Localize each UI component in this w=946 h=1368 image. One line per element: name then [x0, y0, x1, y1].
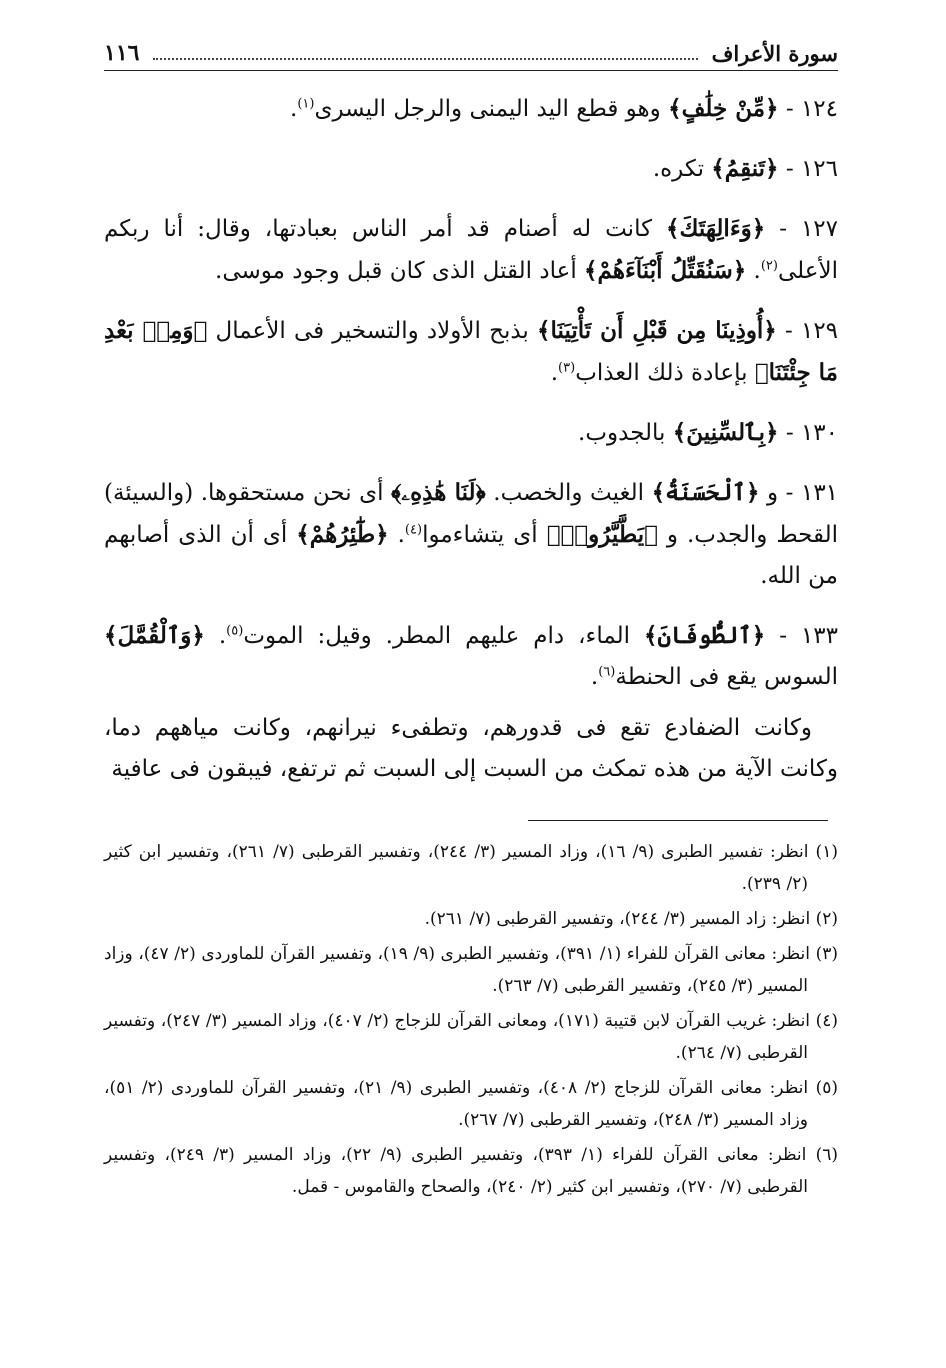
explanation: وهو قطع اليد اليمنى والرجل اليسرى — [314, 96, 661, 122]
footnote-5: (٥) انظر: معانى القرآن للزجاج (٢/ ٤٠٨)، وتفسير الطبرى (٩/ ٢١)، وتفسير القرآن للماوردى (٢/ ٥١)، وزاد المسير (٣/ ٢٤٨)، وتفسير القرطبى (٧/ ٢٦٧). — [104, 1078, 839, 1130]
footnote-ref: (١) — [297, 96, 315, 112]
quran-quote: ﴿أُوذِينَا مِن قَبْلِ أَن تَأْتِيَنَا﴾ — [537, 317, 777, 344]
page-number: ١١٦ — [104, 40, 140, 66]
footnote-2: (٢) انظر: زاد المسير (٣/ ٢٤٤)، وتفسير القرطبى (٧/ ٢٦١). — [424, 909, 838, 929]
quran-quote: ﴿تَنقِمُ﴾ — [711, 155, 779, 182]
explanation: أى أن الذى أصابهم من الله. — [104, 522, 838, 589]
entry-126 — [104, 148, 838, 190]
explanation: الغيث والخصب. — [493, 480, 645, 506]
explanation: الماء، دام عليهم المطر. وقيل: الموت — [243, 623, 631, 649]
quran-quote: ﴿وَءَالِهَتَكَ﴾ — [666, 215, 766, 242]
quran-quote: ﴿ٱلْحَسَنَةُ﴾ — [651, 479, 760, 506]
footnote-ref: (٢) — [760, 258, 778, 274]
footnote-ref: (٦) — [598, 664, 616, 680]
entry-129: ١٢٩ - ﴿أُوذِينَا مِن قَبْلِ أَن تَأْتِيَنَا﴾ بذبح الأولاد والتسخير فى الأعمال ﴿وَمِنۢ بَعْدِ مَا جِئْتَنَا﴾ بإعادة ذلك العذاب$^{(٣)}$. — [104, 317, 839, 386]
quran-quote: ﴿وَٱلْقُمَّلَ﴾ — [104, 622, 205, 649]
entry-127: ١٢٧ - ﴿وَءَالِهَتَكَ﴾ كانت له أصنام قد أمر الناس بعبادتها، وقال: أنا ربكم الأعلى$^{(٢)}$. ﴿سَنُقَتِّلُ أَبْنَآءَهُمْ﴾ أعاد القتل الذى كان قبل وجود موسى. — [104, 215, 839, 284]
quran-quote: ﴿لَنَا هَٰذِهِۦ﴾ — [391, 479, 486, 506]
verse-number: ١٢٦ - — [785, 156, 838, 182]
explanation: بذبح الأولاد والتسخير فى الأعمال — [215, 318, 529, 344]
entry-124: ١٢٤ - ﴿مِّنْ خِلَٰفٍ﴾ وهو قطع اليد اليمنى والرجل اليسرى$^{(١)}$. — [290, 95, 838, 122]
main-text — [104, 88, 838, 790]
footnote-separator — [528, 820, 828, 821]
footnote-ref: (٥) — [226, 623, 244, 639]
verse-number: ١٣٣ - — [779, 623, 839, 649]
body-paragraph: وكانت الضفادع تقع فى قدورهم، وتطفىء نيرانهم، وكانت مياههم دما، وكانت الآية من هذه تمكث من السبت إلى السبت ثم ترتفع، فيبقون فى عافية — [104, 715, 838, 782]
explanation: بالجدوب. — [578, 420, 666, 446]
verse-number: ١٢٧ - — [779, 216, 839, 242]
quran-quote: ﴿ٱلطُّوفَانَ﴾ — [643, 622, 766, 649]
verse-number: ١٣٠ - — [785, 420, 838, 446]
quran-quote: ﴿بِٱلسِّنِينَ﴾ — [672, 419, 779, 446]
explanation: تكره. — [652, 156, 704, 182]
explanation: أى نحن مستحقوها. (والسيئة) القحط والجدب. و — [104, 480, 839, 548]
verse-number: ١٢٩ - — [785, 318, 839, 344]
verse-number: ١٣١ - و — [766, 480, 839, 506]
explanation: السوس يقع فى الحنطة — [615, 664, 838, 690]
footnotes — [104, 836, 838, 1206]
running-header — [104, 36, 838, 71]
footnote-ref: (٣) — [558, 360, 576, 376]
verse-number: ١٢٤ - — [785, 96, 838, 122]
explanation: كانت له أصنام قد أمر الناس بعبادتها، وقال: أنا ربكم الأعلى — [104, 216, 838, 284]
footnote-4: (٤) انظر: غريب القرآن لابن قتيبة (١٧١)، ومعانى القرآن للزجاج (٢/ ٤٠٧)، وزاد المسير (٣/ ٢٤٧)، وتفسير القرطبى (٧/ ٢٦٤). — [104, 1011, 839, 1063]
entry-133: ١٣٣ - ﴿ٱلطُّوفَانَ﴾ الماء، دام عليهم المطر. وقيل: الموت$^{(٥)}$. ﴿وَٱلْقُمَّلَ﴾ السوس يقع فى الحنطة$^{(٦)}$. — [104, 622, 839, 690]
quran-quote: ﴿يَطَّيَّرُوا۟﴾ — [546, 521, 658, 548]
footnote-ref: (٤) — [404, 522, 423, 538]
explanation: أى يتشاءموا — [422, 522, 538, 548]
quran-quote: ﴿سَنُقَتِّلُ أَبْنَآءَهُمْ﴾ — [584, 257, 747, 284]
footnote-3: (٣) انظر: معانى القرآن للفراء (١/ ٣٩١)، وتفسير الطبرى (٩/ ١٩)، وتفسير القرآن للماوردى (٢/ ٤٧)، وزاد المسير (٣/ ٢٤٥)، وتفسير القرطبى (٧/ ٢٦٣). — [104, 944, 838, 996]
explanation: أعاد القتل الذى كان قبل وجود موسى. — [215, 258, 577, 284]
quran-quote: ﴿وَمِنۢ بَعْدِ مَا جِئْتَنَا﴾ — [104, 317, 838, 386]
quran-quote: ﴿طَٰٓئِرُهُمْ﴾ — [296, 521, 389, 548]
explanation: بإعادة ذلك العذاب — [575, 360, 748, 386]
entry-130 — [104, 412, 838, 454]
surah-title: سورة الأعراف — [711, 40, 838, 66]
footnote-1: (١) انظر: تفسير الطبرى (٩/ ١٦)، وزاد المسير (٣/ ٢٤٤)، وتفسير القرطبى (٧/ ٢٦١)، وتفسير ابن كثير (٢/ ٢٣٩). — [104, 842, 838, 894]
footnote-6: (٦) انظر: معانى القرآن للفراء (١/ ٣٩٣)، وتفسير الطبرى (٩/ ٢٢)، وزاد المسير (٣/ ٢٤٩)، وتفسير القرطبى (٧/ ٢٧٠)، وتفسير ابن كثير (٢/ ٢٤٠)، والصحاح والقاموس - قمل. — [104, 1145, 839, 1197]
entry-131: ١٣١ - و ﴿ٱلْحَسَنَةُ﴾ الغيث والخصب. ﴿لَنَا هَٰذِهِۦ﴾ أى نحن مستحقوها. (والسيئة) القحط والجدب. و ﴿يَطَّيَّرُوا۟﴾ أى يتشاءموا$^{(٤)}$. ﴿طَٰٓئِرُهُمْ﴾ أى أن الذى أصابهم من الله. — [104, 479, 839, 589]
header-dots-divider — [153, 46, 697, 60]
quran-quote: ﴿مِّنْ خِلَٰفٍ﴾ — [668, 95, 779, 122]
